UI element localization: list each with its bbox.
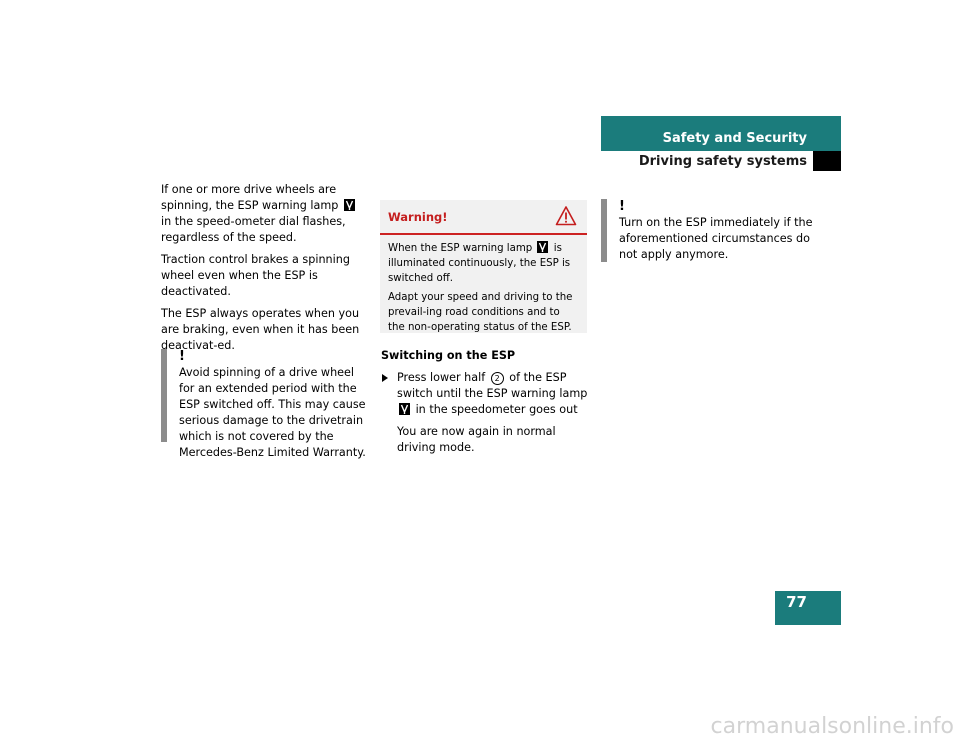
paragraph-traction-control: Traction control brakes a spinning wheel even when the ESP is deactivated. [161, 253, 350, 298]
page-number: 77 [775, 591, 841, 625]
instruction-result: You are now again in normal driving mode. [397, 425, 556, 454]
paragraph-spinning-wheels: If one or more drive wheels are spinning, the ESP warning lamp in the speed-ometer dial flashes, regardless of the speed. [161, 182, 366, 246]
note-text-spinning: Avoid spinning of a drive wheel for an extended period with the ESP switched off. This may cause serious damage to the drivetrain which is not covered by the Mercedes-Benz Limited Warranty. [179, 366, 366, 459]
bullet-arrow-icon [382, 374, 388, 382]
column-middle [381, 348, 591, 456]
warning-text-adapt-speed: Adapt your speed and driving to the prevail-ing road conditions and to the non-operating status of the ESP. [388, 292, 573, 333]
section-header: Safety and Security [601, 116, 841, 151]
note-exclamation-icon: ! [619, 199, 625, 214]
esp-warning-lamp-icon [344, 199, 355, 211]
heading-switching-on-esp: Switching on the ESP [381, 349, 516, 362]
note-text-turn-on: Turn on the ESP immediately if the aforementioned circumstances do not apply anymore. [619, 216, 813, 261]
warning-body [380, 235, 587, 335]
header-marker-block [813, 151, 841, 171]
warning-header [380, 200, 587, 235]
esp-warning-lamp-icon [399, 403, 410, 415]
subsection-header: Driving safety systems [638, 154, 807, 169]
instruction-step [381, 370, 591, 456]
note-box-turn-on [601, 199, 826, 262]
callout-number-icon: 2 [491, 372, 504, 385]
watermark: carmanualsonline.info [710, 714, 954, 739]
warning-title: Warning! [388, 210, 448, 224]
paragraph-esp-braking: The ESP always operates when you are braking, even when it has been deactivat-ed. [161, 307, 360, 352]
warning-triangle-icon [555, 205, 577, 227]
column-left [161, 182, 366, 354]
note-exclamation-icon: ! [179, 349, 185, 364]
note-box-spinning [161, 349, 371, 459]
esp-warning-lamp-icon [537, 241, 548, 253]
warning-text-lamp: When the ESP warning lamp is illuminated continuously, the ESP is switched off. [388, 243, 571, 284]
warning-box [380, 200, 587, 333]
instruction-text: Press lower half 2 of the ESP switch until the ESP warning lamp in the speedometer goes out [397, 371, 588, 416]
